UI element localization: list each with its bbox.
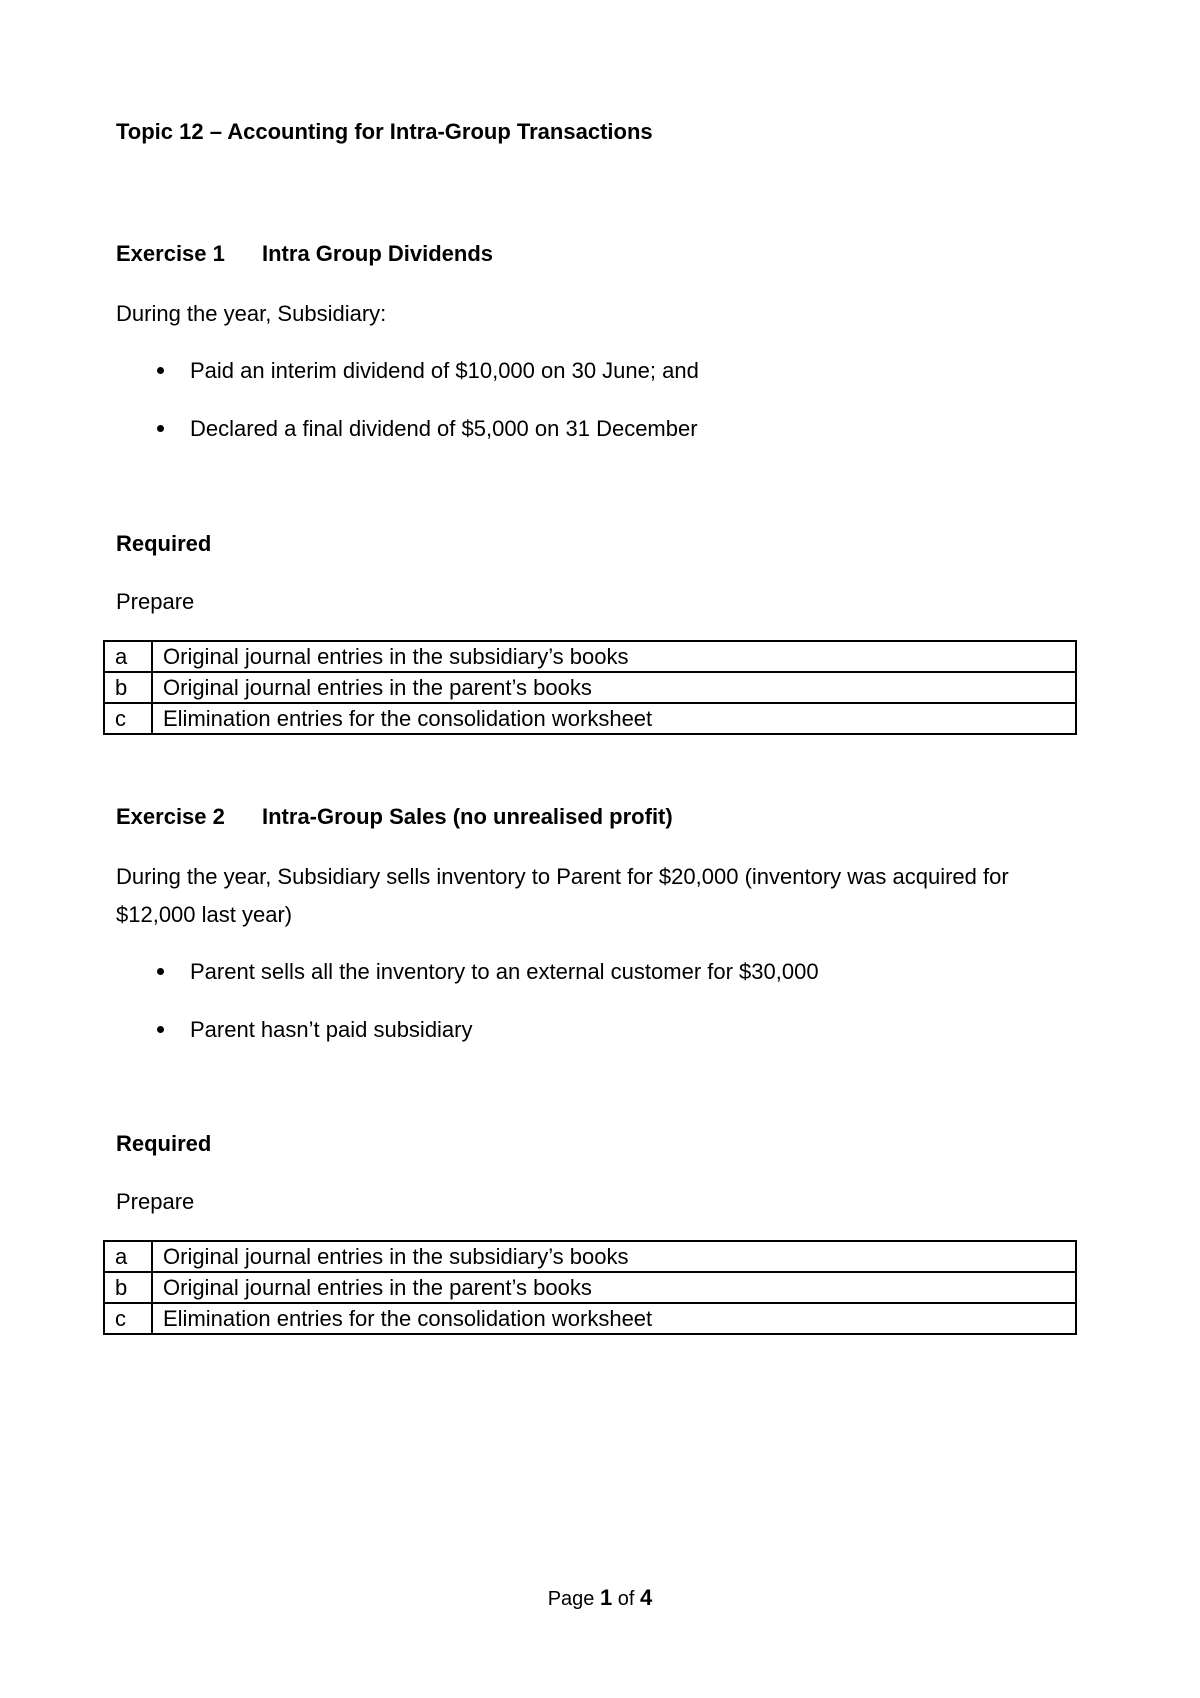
table-row xyxy=(104,1272,1076,1303)
total-pages-number: 4 xyxy=(640,1585,653,1610)
page-word: Page xyxy=(547,1588,595,1610)
page-number-footer xyxy=(0,1584,1200,1613)
exercise-2-label: Exercise 2 xyxy=(116,804,225,829)
exercise-1-bullet-2: Declared a final dividend of $5,000 on 31 December xyxy=(190,416,698,441)
exercise-1-required: Required xyxy=(116,531,212,556)
bullet-icon xyxy=(157,367,164,374)
exercise-1-bullet-1: Paid an interim dividend of $10,000 on 30 June; and xyxy=(190,358,699,383)
exercise-2-requirements-table xyxy=(103,1240,1077,1335)
row-text: Original journal entries in the parent’s books xyxy=(152,1272,1076,1303)
row-letter: b xyxy=(104,1272,152,1303)
row-text: Elimination entries for the consolidation worksheet xyxy=(152,1303,1076,1334)
table-row xyxy=(104,1303,1076,1334)
exercise-1-intro: During the year, Subsidiary: xyxy=(116,301,387,326)
page-title: Topic 12 – Accounting for Intra-Group Transactions xyxy=(116,119,653,144)
exercise-1-prepare: Prepare xyxy=(116,589,195,614)
bullet-icon xyxy=(157,1026,164,1033)
row-letter: a xyxy=(104,1241,152,1272)
exercise-2-required: Required xyxy=(116,1131,212,1156)
table-row xyxy=(104,672,1076,703)
table-row xyxy=(104,703,1076,734)
row-text: Original journal entries in the subsidiary’s books xyxy=(152,1241,1076,1272)
exercise-2-bullet-2: Parent hasn’t paid subsidiary xyxy=(190,1017,473,1042)
row-letter: c xyxy=(104,1303,152,1334)
of-word: of xyxy=(617,1588,635,1610)
row-letter: c xyxy=(104,703,152,734)
bullet-icon xyxy=(157,425,164,432)
exercise-2-bullet-1: Parent sells all the inventory to an external customer for $30,000 xyxy=(190,959,819,984)
exercise-1-label: Exercise 1 xyxy=(116,241,225,266)
row-letter: a xyxy=(104,641,152,672)
exercise-2-prepare: Prepare xyxy=(116,1189,195,1214)
exercise-2-heading: Intra-Group Sales (no unrealised profit) xyxy=(262,804,673,829)
row-letter: b xyxy=(104,672,152,703)
row-text: Original journal entries in the parent’s books xyxy=(152,672,1076,703)
exercise-2-intro: During the year, Subsidiary sells inventory to Parent for $20,000 (inventory was acquired for $12,000 last year) xyxy=(116,864,1009,927)
current-page-number: 1 xyxy=(599,1585,613,1610)
table-row xyxy=(104,641,1076,672)
table-row xyxy=(104,1241,1076,1272)
bullet-icon xyxy=(157,968,164,975)
exercise-1-requirements-table xyxy=(103,640,1077,735)
row-text: Original journal entries in the subsidiary’s books xyxy=(152,641,1076,672)
row-text: Elimination entries for the consolidation worksheet xyxy=(152,703,1076,734)
exercise-1-heading: Intra Group Dividends xyxy=(262,241,494,266)
